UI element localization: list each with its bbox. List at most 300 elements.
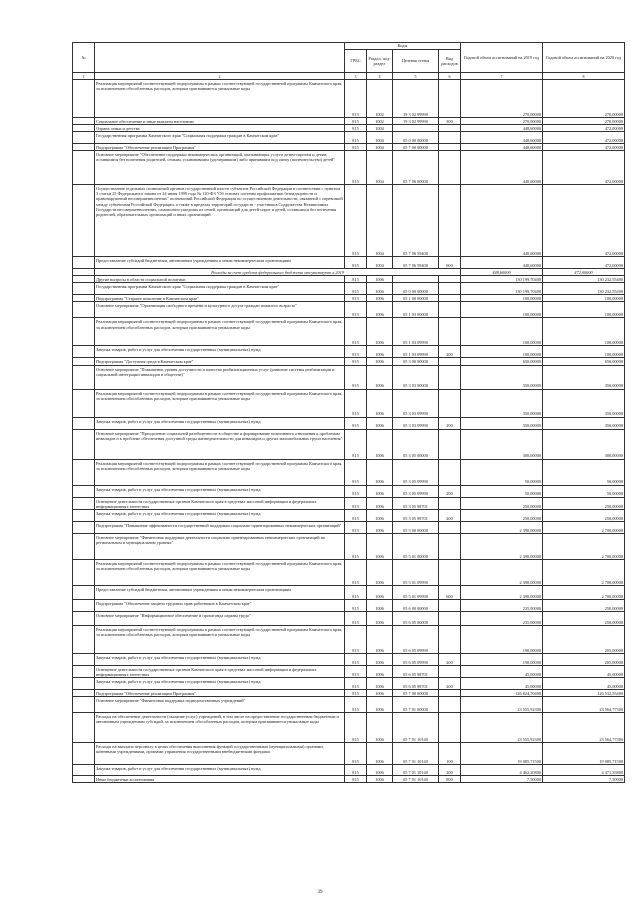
value-2019-cell: 50,00000 bbox=[461, 459, 543, 485]
target-article-cell: 05 7 00 00000 bbox=[393, 144, 439, 151]
grbs-cell: 815 bbox=[345, 257, 367, 269]
number-cell bbox=[73, 485, 95, 497]
item-name-cell: Основное мероприятие "Финансовая поддержка подведомственных учреждений" bbox=[95, 697, 345, 713]
grbs-cell: 815 bbox=[345, 144, 367, 151]
grbs-cell: 815 bbox=[345, 559, 367, 585]
number-cell bbox=[73, 389, 95, 417]
section-cell: 1006 bbox=[367, 521, 393, 533]
number-cell bbox=[73, 318, 95, 346]
target-article-cell: 05 7 01 10140 bbox=[393, 776, 439, 783]
section-cell: 1004 bbox=[367, 125, 393, 132]
grbs-cell: 815 bbox=[345, 118, 367, 125]
item-name-cell: Подпрограмма "Старшее поколение в Камчатском крае" bbox=[95, 295, 345, 302]
expense-type-cell: 200 bbox=[439, 653, 461, 665]
grbs-cell: 815 bbox=[345, 689, 367, 696]
grbs-cell: 815 bbox=[345, 521, 367, 533]
expense-type-cell: 800 bbox=[439, 776, 461, 783]
target-article-cell: 05 3 05 98701 bbox=[393, 509, 439, 521]
expense-type-cell bbox=[439, 611, 461, 625]
number-cell bbox=[73, 276, 95, 283]
value-2019-cell: 23 555,92300 bbox=[461, 713, 543, 743]
item-name-cell: Закупка товаров, работ и услуг для обеспечения государственных (муниципальных) нужд bbox=[95, 765, 345, 776]
note-cell: Расходы за счет средств федерального бюджета отсутствуют в 2019 bbox=[95, 269, 461, 276]
table-row bbox=[73, 509, 625, 521]
target-article-cell: 05 7 01 10140 bbox=[393, 765, 439, 776]
table-row bbox=[73, 689, 625, 696]
number-cell bbox=[73, 132, 95, 144]
section-cell: 1004 bbox=[367, 132, 393, 144]
table-row bbox=[73, 132, 625, 144]
grbs-cell: 815 bbox=[345, 665, 367, 677]
column-index-row bbox=[73, 73, 625, 80]
expense-type-cell bbox=[439, 533, 461, 559]
value-2019-cell: 300,00000 bbox=[461, 429, 543, 459]
value-2020-cell: 23 564,77300 bbox=[543, 697, 625, 713]
section-cell: 1006 bbox=[367, 677, 393, 689]
number-cell bbox=[73, 509, 95, 521]
number-cell bbox=[73, 689, 95, 696]
value-2020-cell: 472,00000 bbox=[543, 151, 625, 185]
grbs-cell: 815 bbox=[345, 533, 367, 559]
section-cell: 1006 bbox=[367, 389, 393, 417]
col-name-header bbox=[95, 43, 345, 73]
grbs-cell: 815 bbox=[345, 80, 367, 118]
item-name-cell: Закупка товаров, работ и услуг для обеспечения государственных (муниципальных) нужд bbox=[95, 417, 345, 429]
expense-type-cell bbox=[439, 276, 461, 283]
target-article-cell: 05 6 05 98701 bbox=[393, 665, 439, 677]
grbs-cell: 815 bbox=[345, 697, 367, 713]
item-name-cell: Реализация мероприятий соответствующей подпрограммы в рамках соответствующей государственной программы Камчатского края, за исключением обособленных расходов, которым присваиваются уникальные коды bbox=[95, 318, 345, 346]
expense-type-cell: 200 bbox=[439, 346, 461, 358]
table-row bbox=[73, 144, 625, 151]
number-cell bbox=[73, 283, 95, 295]
item-name-cell: Социальное обеспечение и иные выплаты населению bbox=[95, 118, 345, 125]
value-2020-cell: 100,00000 bbox=[543, 318, 625, 346]
value-2019-cell: 19 085,71500 bbox=[461, 743, 543, 765]
item-name-cell: Предоставление субсидий бюджетным, автономным учреждениям и иным некоммерческим организациям bbox=[95, 585, 345, 599]
section-cell: 1006 bbox=[367, 585, 393, 599]
grbs-cell: 815 bbox=[345, 599, 367, 611]
target-article-cell: 05 7 06 59400 bbox=[393, 185, 439, 257]
expense-type-cell bbox=[439, 559, 461, 585]
expense-type-cell bbox=[439, 665, 461, 677]
value-2019-cell: 270,00000 bbox=[461, 118, 543, 125]
target-article-cell: 05 7 01 00000 bbox=[393, 697, 439, 713]
grbs-cell: 815 bbox=[345, 677, 367, 689]
item-name-cell: Подпрограмма "Обеспечение реализации Программы" bbox=[95, 144, 345, 151]
col-number-header: № bbox=[73, 43, 95, 73]
target-article-cell: 05 3 05 98701 bbox=[393, 497, 439, 509]
section-cell: 1004 bbox=[367, 257, 393, 269]
item-name-cell: Подпрограмма "Обеспечение защиты трудовых прав работников в Камчатском крае" bbox=[95, 599, 345, 611]
grbs-cell: 815 bbox=[345, 429, 367, 459]
table-row bbox=[73, 80, 625, 118]
value-2020-cell: 100,00000 bbox=[543, 346, 625, 358]
item-name-cell: Закупка товаров, работ и услуг для обеспечения государственных (муниципальных) нужд bbox=[95, 509, 345, 521]
section-cell: 1006 bbox=[367, 653, 393, 665]
expense-type-cell bbox=[439, 144, 461, 151]
section-cell: 1006 bbox=[367, 765, 393, 776]
value-2019-cell: 100,00000 bbox=[461, 346, 543, 358]
target-article-cell: 05 7 01 10140 bbox=[393, 743, 439, 765]
expense-type-cell: 200 bbox=[439, 765, 461, 776]
value-2020-cell: 50,00000 bbox=[543, 459, 625, 485]
col-2019-header: Годовой объем ассигнований на 2019 год bbox=[461, 43, 543, 73]
section-cell: 1006 bbox=[367, 743, 393, 765]
value-2020-cell: 205,00000 bbox=[543, 653, 625, 665]
value-2019-cell: 448,60000 bbox=[461, 125, 543, 132]
item-name-cell: Закупка товаров, работ и услуг для обеспечения государственных (муниципальных) нужд bbox=[95, 653, 345, 665]
grbs-cell: 815 bbox=[345, 125, 367, 132]
grbs-cell: 815 bbox=[345, 485, 367, 497]
col-2020-header: Годовой объем ассигнований на 2020 год bbox=[543, 43, 625, 73]
table-row bbox=[73, 346, 625, 358]
value-2020-cell: 472,00000 bbox=[543, 125, 625, 132]
target-article-cell: 05 6 05 09990 bbox=[393, 653, 439, 665]
index-cell: 2 bbox=[95, 73, 345, 80]
section-cell: 1006 bbox=[367, 283, 393, 295]
table-row bbox=[73, 697, 625, 713]
target-article-cell bbox=[393, 125, 439, 132]
value-2020-cell: 205,00000 bbox=[543, 625, 625, 653]
value-2019-cell: 100,00000 bbox=[461, 295, 543, 302]
value-2019-cell: 270,00000 bbox=[461, 80, 543, 118]
section-cell: 1006 bbox=[367, 295, 393, 302]
item-name-cell: Реализация мероприятий соответствующей подпрограммы в рамках соответствующей государственной программы Камчатского края, за исключением обособленных расходов, которым присваиваются уникальные коды bbox=[95, 389, 345, 417]
table-row bbox=[73, 653, 625, 665]
number-cell bbox=[73, 653, 95, 665]
value-2020-cell: 45,00000 bbox=[543, 665, 625, 677]
col-vr-header: Вид расходов bbox=[439, 50, 461, 73]
item-name-cell: Предоставление субсидий бюджетным, автономным учреждениям и иным некоммерческим организациям bbox=[95, 257, 345, 269]
item-name-cell: Основное мероприятие "Организация свободного времени и культурного досуга граждан пожилого возраста" bbox=[95, 302, 345, 318]
index-cell: 6 bbox=[439, 73, 461, 80]
target-article-cell: 05 6 05 09990 bbox=[393, 625, 439, 653]
item-name-cell: Реализация мероприятий соответствующей подпрограммы в рамках соответствующей государственной программы Камчатского края, за исключением обособленных расходов, которым присваиваются уникальные коды bbox=[95, 559, 345, 585]
target-article-cell: 05 5 00 00000 bbox=[393, 521, 439, 533]
grbs-cell: 815 bbox=[345, 625, 367, 653]
number-cell bbox=[73, 358, 95, 365]
item-name-cell: Освещение деятельности государственных органов Камчатского края в средствах массовой информации и федеральных информационных агентствах bbox=[95, 665, 345, 677]
target-article-cell: 05 3 03 00000 bbox=[393, 365, 439, 389]
expense-type-cell bbox=[439, 521, 461, 533]
col-section-header: Раздел, под-раздел bbox=[367, 50, 393, 73]
target-article-cell: 05 7 06 00000 bbox=[393, 151, 439, 185]
number-cell bbox=[73, 295, 95, 302]
expense-type-cell: 200 bbox=[439, 485, 461, 497]
target-article-cell: 19 3 02 99990 bbox=[393, 80, 439, 118]
number-cell bbox=[73, 585, 95, 599]
table-row bbox=[73, 365, 625, 389]
table-row bbox=[73, 283, 625, 295]
table-row bbox=[73, 559, 625, 585]
table-row bbox=[73, 417, 625, 429]
section-cell: 1006 bbox=[367, 533, 393, 559]
expense-type-cell: 200 bbox=[439, 417, 461, 429]
col-grbs-header: ГРБС bbox=[345, 50, 367, 73]
expense-type-cell bbox=[439, 80, 461, 118]
value-2019-cell: 2 390,00000 bbox=[461, 533, 543, 559]
index-cell: 8 bbox=[543, 73, 625, 80]
section-cell: 1006 bbox=[367, 497, 393, 509]
expense-type-cell bbox=[439, 302, 461, 318]
grbs-cell: 815 bbox=[345, 358, 367, 365]
expense-type-cell bbox=[439, 599, 461, 611]
value-2019-cell: 7,50000 bbox=[461, 776, 543, 783]
section-cell: 1006 bbox=[367, 276, 393, 283]
index-cell: 3 bbox=[345, 73, 367, 80]
expense-type-cell: 100 bbox=[439, 743, 461, 765]
value-2020-cell: 270,00000 bbox=[543, 118, 625, 125]
value-2020-cell: 130 232,55400 bbox=[543, 283, 625, 295]
table-row bbox=[73, 599, 625, 611]
target-article-cell: 05 3 05 00000 bbox=[393, 429, 439, 459]
table-body bbox=[73, 80, 625, 783]
value-2020-cell: 472,00000 bbox=[543, 185, 625, 257]
number-cell bbox=[73, 743, 95, 765]
value-2020-cell: 100,00000 bbox=[543, 302, 625, 318]
grbs-cell: 815 bbox=[345, 283, 367, 295]
table-row bbox=[73, 776, 625, 783]
expense-type-cell: 600 bbox=[439, 585, 461, 599]
target-article-cell: 05 1 03 00000 bbox=[393, 302, 439, 318]
table-row bbox=[73, 257, 625, 269]
value-2020-cell: 472,00000 bbox=[543, 269, 625, 276]
expense-type-cell bbox=[439, 459, 461, 485]
section-cell: 1006 bbox=[367, 318, 393, 346]
grbs-cell: 815 bbox=[345, 365, 367, 389]
section-cell: 1006 bbox=[367, 485, 393, 497]
grbs-cell: 815 bbox=[345, 132, 367, 144]
item-name-cell: Охрана семьи и детства bbox=[95, 125, 345, 132]
expense-type-cell bbox=[439, 689, 461, 696]
number-cell bbox=[73, 765, 95, 776]
grbs-cell: 815 bbox=[345, 151, 367, 185]
value-2019-cell: 45,00000 bbox=[461, 677, 543, 689]
number-cell bbox=[73, 713, 95, 743]
expense-type-cell bbox=[439, 429, 461, 459]
value-2020-cell: 350,00000 bbox=[543, 389, 625, 417]
value-2020-cell: 650,00000 bbox=[543, 358, 625, 365]
grbs-cell: 815 bbox=[345, 611, 367, 625]
number-cell bbox=[73, 269, 95, 276]
target-article-cell: 05 7 06 59400 bbox=[393, 257, 439, 269]
number-cell bbox=[73, 346, 95, 358]
grbs-cell: 815 bbox=[345, 318, 367, 346]
value-2020-cell: 472,00000 bbox=[543, 132, 625, 144]
expense-type-cell: 600 bbox=[439, 257, 461, 269]
item-name-cell: Основное мероприятие "Финансовая поддержка деятельности социально ориентированных некоммерческих организаций на региональном и муниципальном уровнях" bbox=[95, 533, 345, 559]
value-2019-cell: 448,60000 bbox=[461, 132, 543, 144]
number-cell bbox=[73, 185, 95, 257]
expense-type-cell bbox=[439, 358, 461, 365]
number-cell bbox=[73, 365, 95, 389]
budget-table bbox=[72, 42, 625, 783]
item-name-cell: Государственная программа Камчатского края "Социальная поддержка граждан в Камчатском крае" bbox=[95, 283, 345, 295]
item-name-cell: Закупка товаров, работ и услуг для обеспечения государственных (муниципальных) нужд bbox=[95, 677, 345, 689]
item-name-cell: Реализация мероприятий соответствующей подпрограммы в рамках соответствующей государственной программы Камчатского края, за исключением обособленных расходов, которым присваиваются уникальные коды bbox=[95, 80, 345, 118]
target-article-cell: 05 7 00 00000 bbox=[393, 689, 439, 696]
target-article-cell: 05 1 00 00000 bbox=[393, 295, 439, 302]
value-2019-cell: 448,60000 bbox=[461, 185, 543, 257]
value-2020-cell: 2 700,00000 bbox=[543, 559, 625, 585]
target-article-cell: 05 7 01 10140 bbox=[393, 713, 439, 743]
number-cell bbox=[73, 599, 95, 611]
item-name-cell: Иные бюджетные ассигнования bbox=[95, 776, 345, 783]
value-2020-cell: 250,00000 bbox=[543, 599, 625, 611]
value-2020-cell: 2 700,00000 bbox=[543, 521, 625, 533]
item-name-cell: Основное мероприятие "Информационное обеспечение и пропаганда охраны труда" bbox=[95, 611, 345, 625]
expense-type-cell bbox=[439, 295, 461, 302]
table-row bbox=[73, 389, 625, 417]
expense-type-cell: 300 bbox=[439, 118, 461, 125]
table-row bbox=[73, 429, 625, 459]
col-target-header: Целевая статья bbox=[393, 50, 439, 73]
codes-group-header: Коды bbox=[345, 43, 461, 50]
target-article-cell: 05 3 00 00000 bbox=[393, 358, 439, 365]
expense-type-cell: 200 bbox=[439, 509, 461, 521]
section-cell: 1006 bbox=[367, 697, 393, 713]
value-2019-cell: 2 390,00000 bbox=[461, 559, 543, 585]
number-cell bbox=[73, 776, 95, 783]
expense-type-cell bbox=[439, 365, 461, 389]
value-2020-cell: 250,00000 bbox=[543, 509, 625, 521]
section-cell: 1006 bbox=[367, 776, 393, 783]
grbs-cell: 815 bbox=[345, 389, 367, 417]
value-2020-cell: 2 700,00000 bbox=[543, 533, 625, 559]
section-cell: 1006 bbox=[367, 611, 393, 625]
section-cell: 1006 bbox=[367, 509, 393, 521]
table-row bbox=[73, 521, 625, 533]
item-name-cell: Государственная программа Камчатского края "Социальная поддержка граждан в Камчатском крае" bbox=[95, 132, 345, 144]
table-row bbox=[73, 485, 625, 497]
value-2020-cell: 350,00000 bbox=[543, 365, 625, 389]
index-cell: 1 bbox=[73, 73, 95, 80]
grbs-cell: 815 bbox=[345, 713, 367, 743]
target-article-cell: 05 3 05 09990 bbox=[393, 459, 439, 485]
value-2019-cell: 23 555,92300 bbox=[461, 697, 543, 713]
expense-type-cell bbox=[439, 132, 461, 144]
section-cell: 1006 bbox=[367, 365, 393, 389]
table-row bbox=[73, 677, 625, 689]
table-row bbox=[73, 302, 625, 318]
number-cell bbox=[73, 559, 95, 585]
section-cell: 1006 bbox=[367, 417, 393, 429]
number-cell bbox=[73, 151, 95, 185]
index-cell: 5 bbox=[393, 73, 439, 80]
grbs-cell: 815 bbox=[345, 346, 367, 358]
expense-type-cell bbox=[439, 625, 461, 653]
value-2020-cell: 2 700,00000 bbox=[543, 585, 625, 599]
section-cell: 1006 bbox=[367, 713, 393, 743]
value-2019-cell: 448,60000 bbox=[461, 144, 543, 151]
section-cell: 1004 bbox=[367, 144, 393, 151]
number-cell bbox=[73, 459, 95, 485]
value-2019-cell: 100,00000 bbox=[461, 318, 543, 346]
number-cell bbox=[73, 257, 95, 269]
table-row bbox=[73, 276, 625, 283]
item-name-cell: Реализация мероприятий соответствующей подпрограммы в рамках соответствующей государственной программы Камчатского края, за исключением обособленных расходов, которым присваиваются уникальные коды bbox=[95, 625, 345, 653]
number-cell bbox=[73, 429, 95, 459]
grbs-cell: 815 bbox=[345, 743, 367, 765]
value-2020-cell: 23 564,77300 bbox=[543, 713, 625, 743]
grbs-cell: 815 bbox=[345, 776, 367, 783]
number-cell bbox=[73, 497, 95, 509]
expense-type-cell bbox=[439, 151, 461, 185]
grbs-cell: 815 bbox=[345, 459, 367, 485]
expense-type-cell bbox=[439, 283, 461, 295]
value-2020-cell: 472,00000 bbox=[543, 257, 625, 269]
table-row bbox=[73, 358, 625, 365]
target-article-cell: 05 1 03 09990 bbox=[393, 346, 439, 358]
grbs-cell: 815 bbox=[345, 295, 367, 302]
table-row bbox=[73, 765, 625, 776]
value-2020-cell: 100,00000 bbox=[543, 295, 625, 302]
value-2019-cell: 45,00000 bbox=[461, 665, 543, 677]
value-2019-cell: 130 199,70400 bbox=[461, 276, 543, 283]
table-row bbox=[73, 713, 625, 743]
value-2019-cell: 235,00000 bbox=[461, 611, 543, 625]
expense-type-cell bbox=[439, 389, 461, 417]
section-cell: 1006 bbox=[367, 625, 393, 653]
item-name-cell: Закупка товаров, работ и услуг для обеспечения государственных (муниципальных) нужд bbox=[95, 346, 345, 358]
value-2020-cell: 250,00000 bbox=[543, 497, 625, 509]
value-2020-cell: 4 471,35800 bbox=[543, 765, 625, 776]
target-article-cell: 05 0 00 00000 bbox=[393, 132, 439, 144]
target-article-cell: 05 6 00 00000 bbox=[393, 599, 439, 611]
item-name-cell: Реализация мероприятий соответствующей подпрограммы в рамках соответствующей государственной программы Камчатского края, за исключением обособленных расходов, которым присваиваются уникальные коды bbox=[95, 459, 345, 485]
value-2020-cell: 300,00000 bbox=[543, 429, 625, 459]
number-cell bbox=[73, 533, 95, 559]
section-cell: 1006 bbox=[367, 459, 393, 485]
number-cell bbox=[73, 417, 95, 429]
target-article-cell bbox=[393, 276, 439, 283]
value-2020-cell: 130 232,55400 bbox=[543, 276, 625, 283]
item-name-cell: Другие вопросы в области социальной политики bbox=[95, 276, 345, 283]
value-2019-cell: 50,00000 bbox=[461, 485, 543, 497]
table-row bbox=[73, 665, 625, 677]
value-2019-cell: 126 824,70400 bbox=[461, 689, 543, 696]
value-2019-cell: 4 462,20800 bbox=[461, 765, 543, 776]
table-row bbox=[73, 497, 625, 509]
number-cell bbox=[73, 302, 95, 318]
section-cell: 1004 bbox=[367, 151, 393, 185]
section-cell: 1006 bbox=[367, 429, 393, 459]
value-2020-cell: 270,00000 bbox=[543, 80, 625, 118]
grbs-cell: 815 bbox=[345, 302, 367, 318]
value-2020-cell: 45,00000 bbox=[543, 677, 625, 689]
value-2019-cell: 130 199,70400 bbox=[461, 283, 543, 295]
value-2019-cell: 350,00000 bbox=[461, 417, 543, 429]
index-cell: 4 bbox=[367, 73, 393, 80]
expense-type-cell bbox=[439, 125, 461, 132]
section-cell: 1004 bbox=[367, 185, 393, 257]
expense-type-cell bbox=[439, 713, 461, 743]
expense-type-cell bbox=[439, 185, 461, 257]
header-row-top bbox=[73, 43, 625, 50]
grbs-cell: 815 bbox=[345, 585, 367, 599]
value-2020-cell: 50,00000 bbox=[543, 485, 625, 497]
item-name-cell: Подпрограмма "Доступная среда в Камчатском крае" bbox=[95, 358, 345, 365]
value-2019-cell: 448,60000 bbox=[461, 151, 543, 185]
target-article-cell: 05 3 03 09990 bbox=[393, 417, 439, 429]
value-2020-cell: 126 532,55400 bbox=[543, 689, 625, 696]
table-row bbox=[73, 318, 625, 346]
item-name-cell: Подпрограмма "Повышение эффективности государственной поддержки социально-ориентированных некоммерческих организаций" bbox=[95, 521, 345, 533]
grbs-cell: 815 bbox=[345, 497, 367, 509]
value-2019-cell: 250,00000 bbox=[461, 497, 543, 509]
number-cell bbox=[73, 125, 95, 132]
